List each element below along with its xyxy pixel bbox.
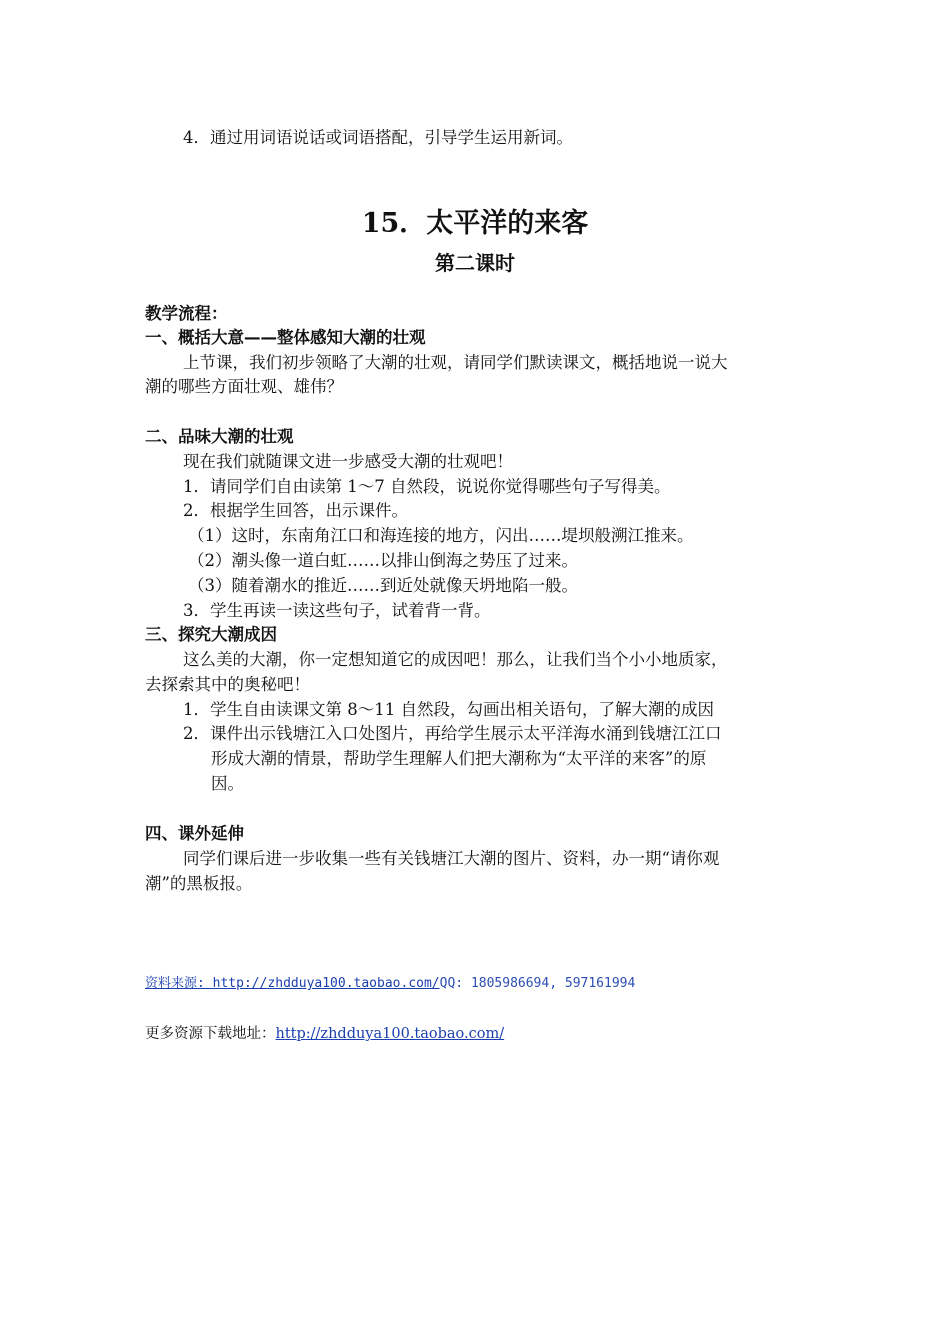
list-item-continuation: 形成大潮的情景，帮助学生理解人们把大潮称为“太平洋的来客”的原 bbox=[211, 749, 707, 768]
page-subtitle: 第二课时 bbox=[435, 251, 515, 275]
paragraph-line: 潮”的黑板报。 bbox=[145, 874, 253, 893]
download-link[interactable]: http://zhdduya100.taobao.com/ bbox=[275, 1026, 505, 1042]
list-item: 2．课件出示钱塘江入口处图片，再给学生展示太平洋海水涌到钱塘江江口 bbox=[183, 724, 722, 743]
list-subitem: （1）这时，东南角江口和海连接的地方，闪出……堤坝般溯江推来。 bbox=[188, 526, 694, 545]
source-link[interactable]: 资料来源: http://zhdduya100.taobao.com/ bbox=[145, 976, 440, 991]
list-item: 1．请同学们自由读第 1～7 自然段，说说你觉得哪些句子写得美。 bbox=[183, 477, 671, 496]
paragraph-line: 现在我们就随课文进一步感受大潮的壮观吧！ bbox=[183, 452, 513, 471]
flow-label: 教学流程： bbox=[145, 304, 228, 323]
list-item: 4．通过用词语说话或词语搭配，引导学生运用新词。 bbox=[183, 128, 573, 147]
download-label: 更多资源下载地址： bbox=[145, 1026, 276, 1042]
list-item: 3．学生再读一读这些句子，试着背一背。 bbox=[183, 601, 491, 620]
list-subitem: （3）随着潮水的推近……到近处就像天坍地陷一般。 bbox=[188, 576, 578, 595]
download-line bbox=[145, 1022, 504, 1043]
list-item: 2．根据学生回答，出示课件。 bbox=[183, 501, 408, 520]
source-line bbox=[145, 972, 635, 991]
section-heading: 三、探究大潮成因 bbox=[145, 625, 277, 644]
section-heading: 二、品味大潮的壮观 bbox=[145, 427, 294, 446]
list-subitem: （2）潮头像一道白虹……以排山倒海之势压了过来。 bbox=[188, 551, 578, 570]
paragraph-line: 这么美的大潮，你一定想知道它的成因吧！那么，让我们当个小小地质家， bbox=[183, 650, 728, 669]
source-qq: QQ: 1805986694, 597161994 bbox=[439, 976, 636, 991]
list-item: 1．学生自由读课文第 8～11 自然段，勾画出相关语句，了解大潮的成因 bbox=[183, 700, 714, 719]
section-heading: 一、概括大意——整体感知大潮的壮观 bbox=[145, 328, 426, 347]
paragraph-line: 去探索其中的奥秘吧！ bbox=[145, 675, 310, 694]
paragraph-line: 上节课，我们初步领略了大潮的壮观，请同学们默读课文，概括地说一说大 bbox=[183, 353, 728, 372]
paragraph-line: 同学们课后进一步收集一些有关钱塘江大潮的图片、资料，办一期“请你观 bbox=[183, 849, 720, 868]
list-item-continuation: 因。 bbox=[211, 774, 244, 793]
page-title: 15．太平洋的来客 bbox=[361, 208, 589, 239]
paragraph-line: 潮的哪些方面壮观、雄伟？ bbox=[145, 377, 343, 396]
section-heading: 四、课外延伸 bbox=[145, 824, 244, 843]
